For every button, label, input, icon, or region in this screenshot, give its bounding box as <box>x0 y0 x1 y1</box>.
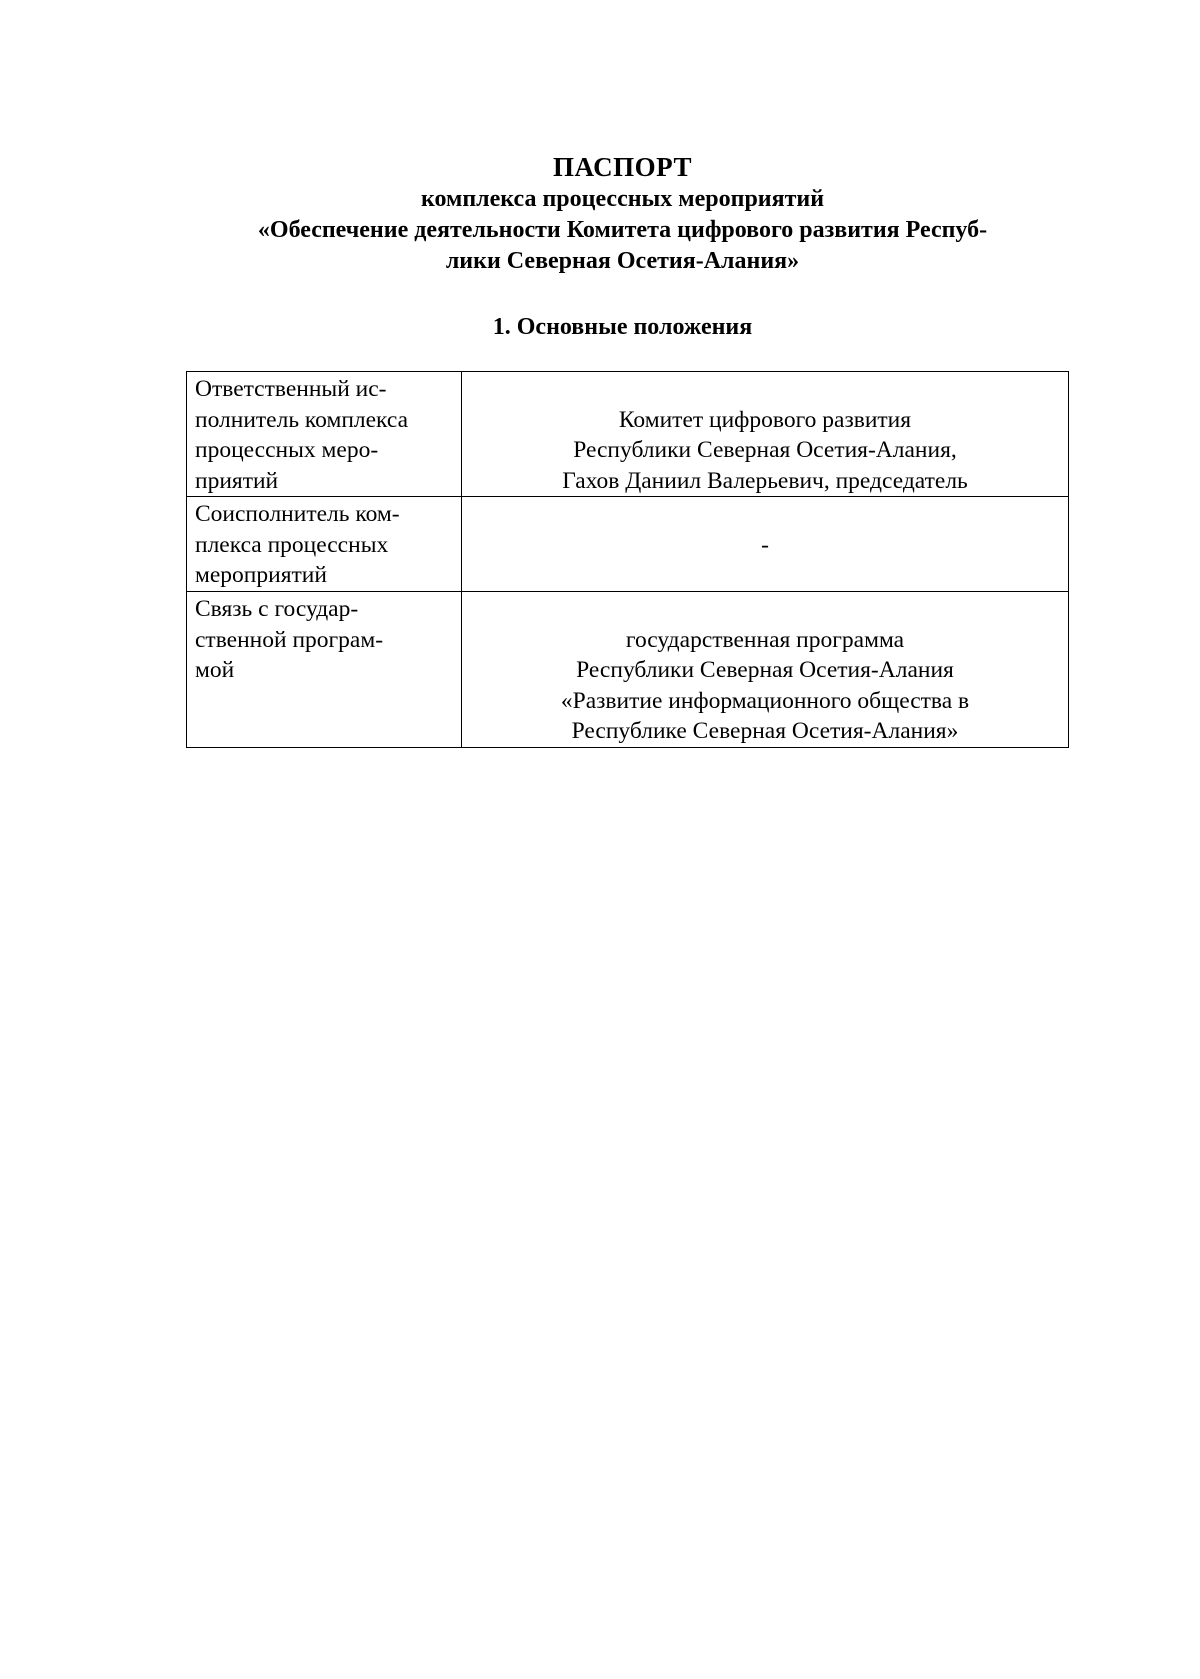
cell-text: Ответственный ис- полнитель комплекса процессных меро- приятий <box>195 376 409 494</box>
table-row <box>187 372 1069 497</box>
cell-text: Связь с государ- ственной програм- мой <box>195 596 384 683</box>
section-title: 1. Основные положения <box>492 314 753 340</box>
row-label-responsible-executor <box>187 372 462 497</box>
cell-text: Соисполнитель ком- плекса процессных мероприятий <box>195 501 400 588</box>
row-value-co-executor <box>462 497 1069 592</box>
document-subtitle-line-3: лики Северная Осетия-Алания» <box>445 248 800 274</box>
row-label-state-program-link <box>187 592 462 748</box>
document-header <box>0 150 1200 277</box>
row-value-responsible-executor <box>462 372 1069 497</box>
document-subtitle-line-1: комплекса процессных мероприятий <box>420 186 825 212</box>
cell-text: - <box>761 531 769 558</box>
row-label-co-executor <box>187 497 462 592</box>
cell-text: государственная программа Республики Северная Осетия-Алания «Развитие информационного общества в Республике Северная Осетия-Алания» <box>560 626 970 744</box>
cell-text: Комитет цифрового развития Республики Северная Осетия-Алания, Гахов Даниил Валерьевич, председатель <box>562 406 968 494</box>
table-row <box>187 497 1069 592</box>
table-row <box>187 592 1069 748</box>
document-subtitle-line-2: «Обеспечение деятельности Комитета цифрового развития Респуб- <box>257 217 988 243</box>
row-value-state-program-link <box>462 592 1069 748</box>
document-title: ПАСПОРТ <box>553 152 692 182</box>
passport-table <box>186 371 1069 748</box>
